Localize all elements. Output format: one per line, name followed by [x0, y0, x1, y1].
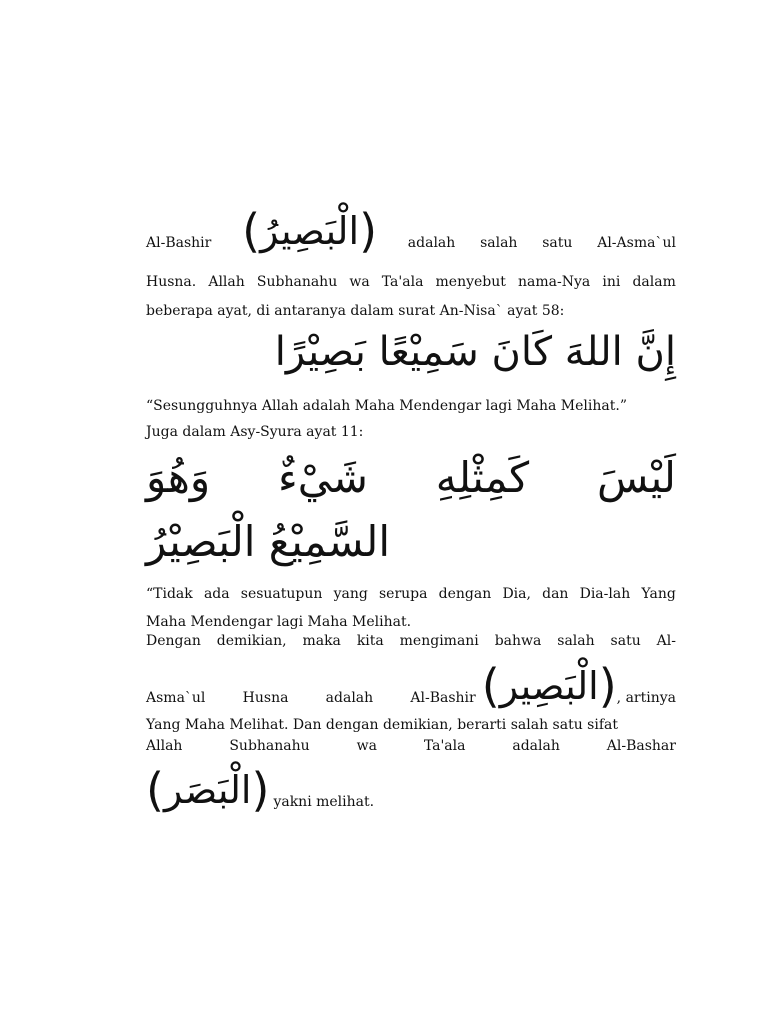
verse-58-arabic: إِنَّ اللهَ كَانَ سَمِيْعًا بَصِيْرًا [274, 329, 676, 375]
word: Al-Bashar [606, 738, 676, 754]
word: serupa [379, 586, 428, 602]
word: Asma`ul [146, 690, 206, 706]
word: Ta'ala [381, 274, 424, 290]
intro-name-arabic: الْبَصِيرُ [260, 209, 360, 253]
word: Husna [242, 690, 289, 706]
word: Dengan [146, 633, 201, 649]
word: demikian, [216, 633, 287, 649]
word: mengimani [399, 633, 479, 649]
word: adalah [407, 235, 456, 251]
conclusion-line-3: Yang Maha Melihat. Dan dengan demikian, berarti salah satu sifat [146, 717, 618, 733]
word: wa [356, 738, 377, 754]
close-paren: ) [359, 204, 378, 258]
intro-name: Al-Bashir [146, 235, 212, 251]
word: “Tidak [146, 586, 193, 602]
conclusion-arabic-albashar: الْبَصَر [163, 768, 252, 812]
word: Subhanahu [256, 274, 338, 290]
word: Husna. [146, 274, 197, 290]
arabic-word: لَيْسَ [596, 453, 676, 502]
open-paren: ( [146, 763, 164, 817]
word: salah [557, 633, 595, 649]
conclusion-line-5 [146, 763, 676, 828]
word: adalah [325, 690, 374, 706]
open-paren: ( [481, 659, 500, 713]
open-paren: ( [242, 204, 261, 258]
word: Dia, [502, 586, 531, 602]
conclusion-arabic-albashir: الْبَصِير [499, 664, 599, 708]
word: kita [356, 633, 384, 649]
close-paren: ) [251, 763, 270, 817]
word: Allah [208, 274, 245, 290]
intro-line-1 [146, 204, 676, 267]
word: satu [610, 633, 641, 649]
word: dan [542, 586, 569, 602]
word: nama-Nya [518, 274, 591, 290]
word: Al- [656, 633, 676, 649]
conclusion-line-5-after: yakni melihat. [273, 794, 375, 810]
conclusion-line-4 [146, 737, 676, 755]
verse-11-translation-line-2: Maha Mendengar lagi Maha Melihat. [146, 614, 412, 630]
word: dalam [632, 274, 676, 290]
conclusion-arabic-group-2 [146, 763, 270, 817]
arabic-word: شَيْءٌ [277, 453, 368, 502]
word: Allah [146, 738, 183, 754]
verse-11-arabic-line-2: السَّمِيْعُ الْبَصِيْرُ [146, 517, 391, 566]
word: dengan [438, 586, 492, 602]
verse-58-translation: “Sesungguhnya Allah adalah Maha Mendengar lagi Maha Melihat.” [146, 398, 627, 414]
word: maka [302, 633, 341, 649]
conclusion-line-2-words [146, 674, 482, 722]
word: yang [333, 586, 368, 602]
conclusion-line-2 [146, 659, 676, 722]
word: sesuatupun [240, 586, 323, 602]
word: salah [480, 235, 518, 251]
conclusion-line-2-after: , artinya [616, 690, 676, 706]
close-paren: ) [598, 659, 617, 713]
word: Dia-lah [579, 586, 631, 602]
word: menyebut [435, 274, 506, 290]
conclusion-line-1 [146, 632, 676, 650]
word: Al-Asma`ul [597, 235, 676, 251]
word: ada [203, 586, 230, 602]
intro-line-3: beberapa ayat, di antaranya dalam surat An-Nisa` ayat 58: [146, 303, 565, 319]
verse-11-arabic-line-1 [146, 446, 676, 510]
word: adalah [512, 738, 560, 754]
word: wa [349, 274, 370, 290]
intro-line-2 [146, 273, 676, 291]
arabic-word: وَهُوَ [146, 453, 211, 502]
word: bahwa [494, 633, 542, 649]
syura-intro: Juga dalam Asy-Syura ayat 11: [146, 424, 364, 440]
conclusion-arabic-group [481, 659, 617, 713]
word: Subhanahu [229, 738, 310, 754]
arabic-word: كَمِثْلِهِ [435, 453, 530, 502]
word: ini [602, 274, 621, 290]
verse-11-translation-line-1 [146, 585, 676, 603]
intro-arabic-group [242, 204, 378, 258]
word: Ta'ala [423, 738, 466, 754]
word: Yang [641, 586, 676, 602]
word: satu [542, 235, 573, 251]
word: Al-Bashir [410, 690, 476, 706]
